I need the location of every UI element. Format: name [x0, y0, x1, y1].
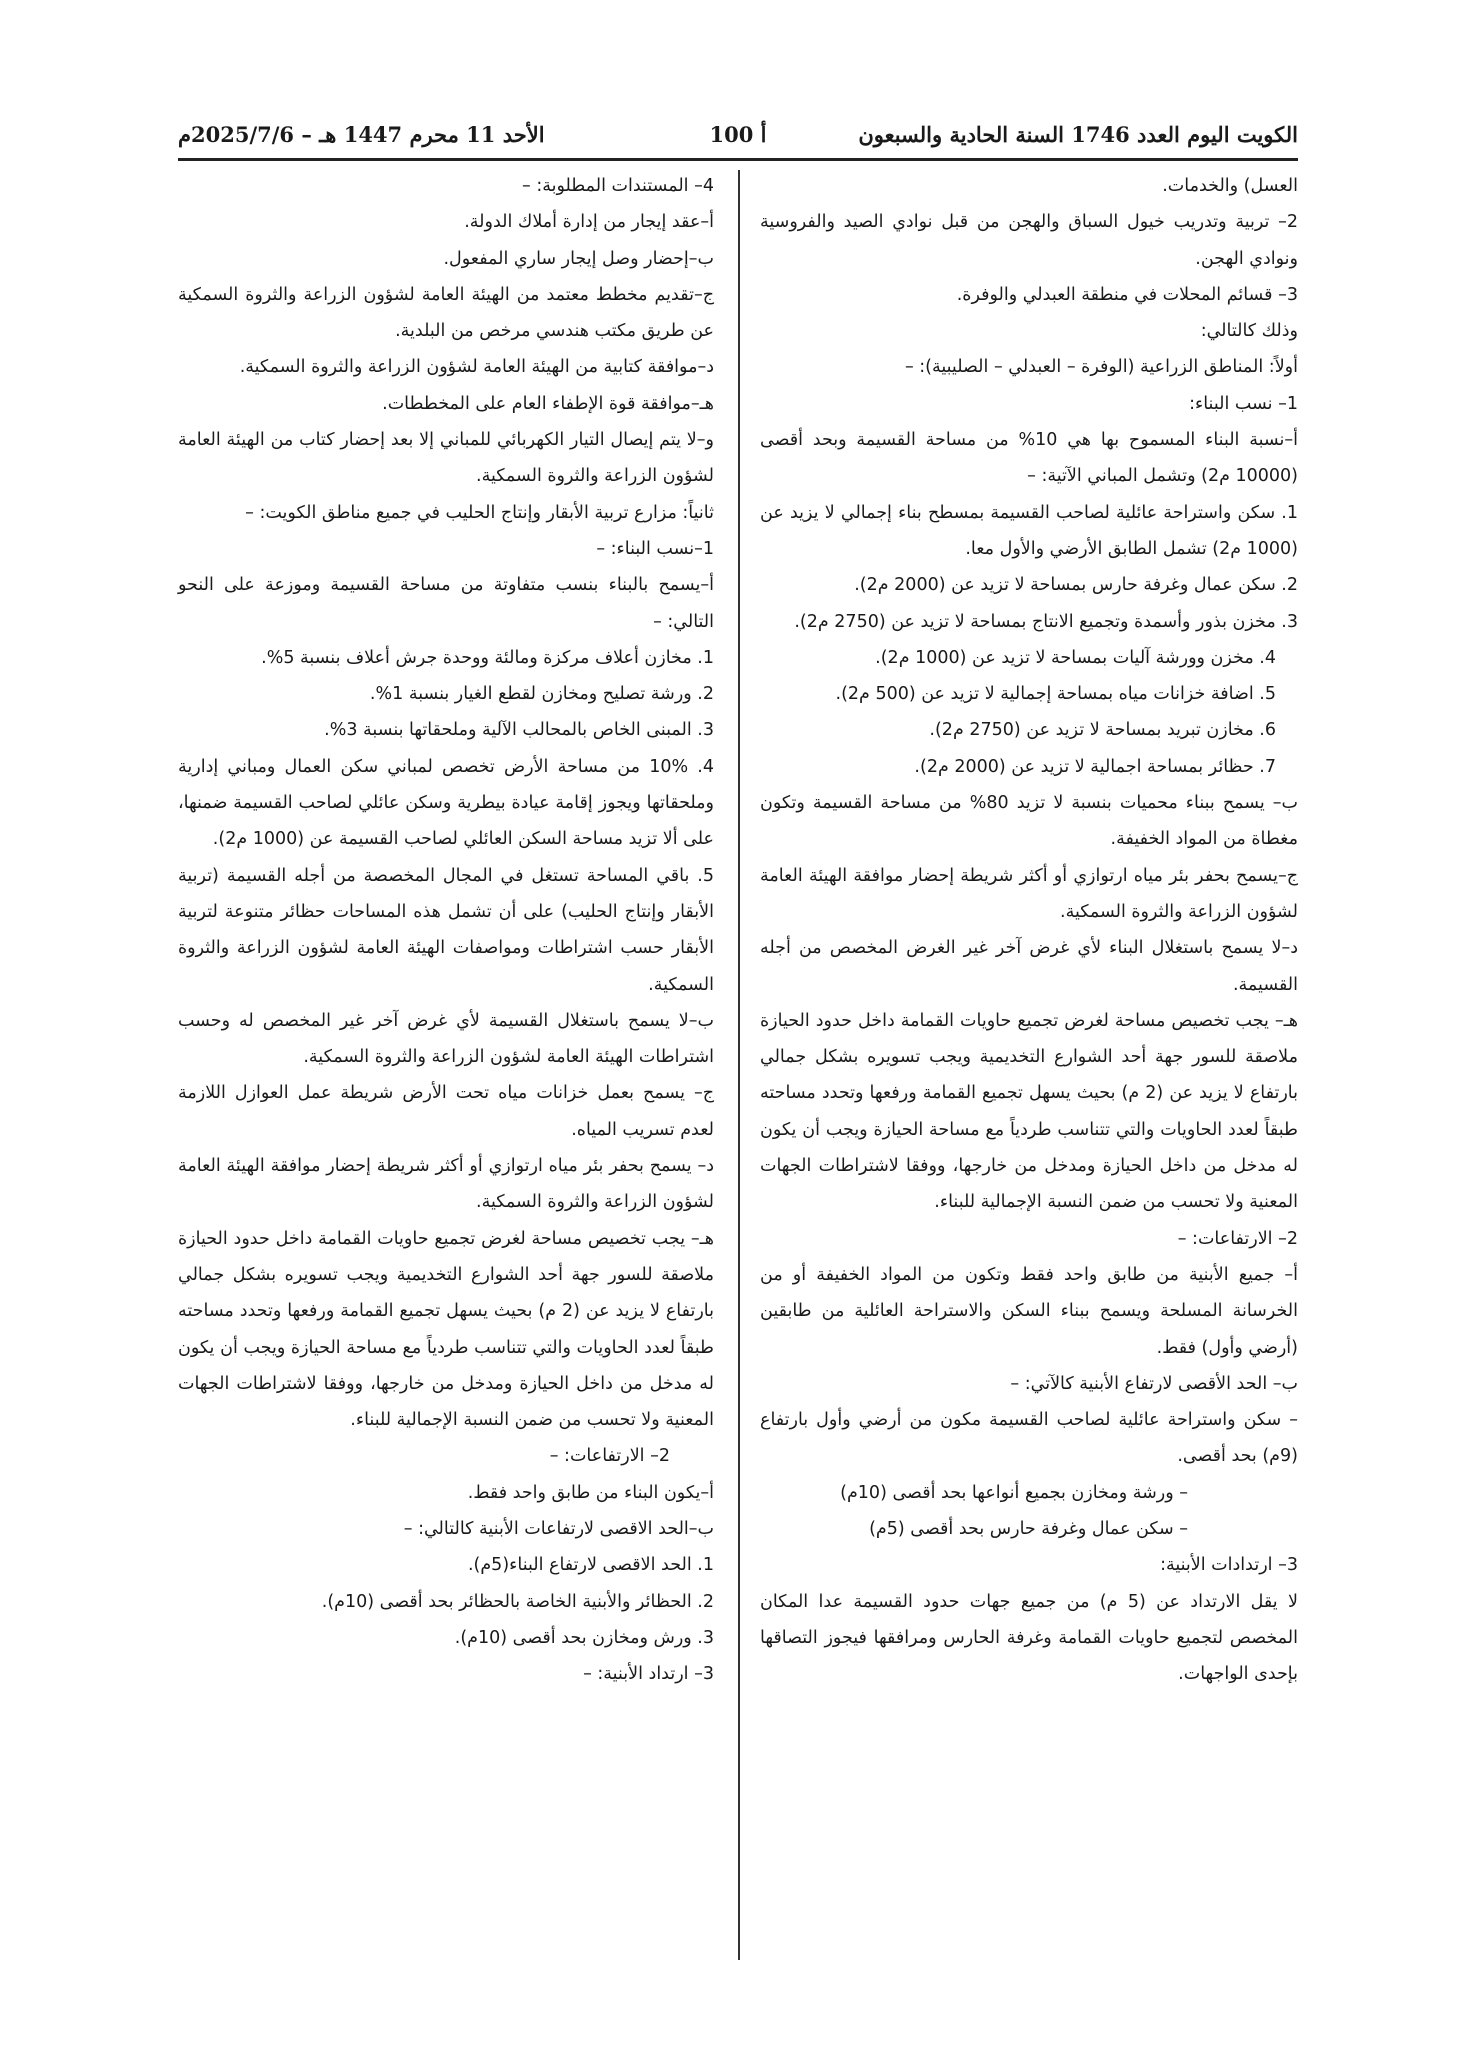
list-item: 1. الحد الاقصى لارتفاع البناء(5م).: [467, 1555, 714, 1576]
subsection-heading: 3– ارتدادات الأبنية:: [1160, 1555, 1298, 1576]
header-issue-info: الكويت اليوم العدد 1746 السنة الحادية والسبعون: [858, 122, 1298, 147]
paragraph: ب–إحضار وصل إيجار ساري المفعول.: [443, 248, 714, 269]
subsection-heading: 2– الارتفاعات: –: [1177, 1228, 1298, 1249]
right-column: [760, 168, 1298, 1692]
subsection-heading: 1– نسب البناء:: [1189, 393, 1298, 414]
header-date: الأحد 11 محرم 1447 هـ – 2025/7/6م: [178, 122, 545, 147]
paragraph: أ–نسبة البناء المسموح بها هي 10% من مساحة القسيمة وبحد أقصى (10000 م2) وتشمل المباني الآتية: –: [760, 430, 1298, 487]
subsection-heading: 2– الارتفاعات: –: [549, 1446, 670, 1467]
paragraph: أ– جميع الأبنية من طابق واحد فقط وتكون من المواد الخفيفة أو من الخرسانة المسلحة ويسمح ببناء السكن والاستراحة العائلية من طابقين (أرضي وأول) فقط.: [760, 1264, 1298, 1358]
subsection-heading: 1–نسب البناء: –: [596, 538, 714, 559]
list-item: 2. ورشة تصليح ومخازن لقطع الغيار بنسبة 1%.: [369, 684, 714, 705]
list-item: 7. حظائر بمساحة اجمالية لا تزيد عن (2000 م2).: [914, 756, 1276, 777]
paragraph: هـ– يجب تخصيص مساحة لغرض تجميع حاويات القمامة داخل حدود الحيازة ملاصقة للسور جهة أحد الشوارع التخديمية ويجب تسويره بشكل جمالي بارتفاع لا يزيد عن (2 م) بحيث يسهل تجميع القمامة ورفعها وتحدد مساحته طبقاً لعدد الحاويات والتي تتناسب طردياً مع مساحة الحيازة ويجب أن يكون له مدخل من داخل الحيازة ومدخل من خارجها، ووفقا لاشتراطات الجهات المعنية ولا تحسب من ضمن النسبة الإجمالية للبناء.: [760, 1010, 1298, 1213]
column-divider: [738, 170, 740, 1960]
list-item: 4. مخزن وورشة آليات بمساحة لا تزيد عن (1000 م2).: [875, 647, 1276, 668]
subsection-heading: 4– المستندات المطلوبة: –: [522, 176, 714, 196]
paragraph: د–لا يسمح باستغلال البناء لأي غرض آخر غير الغرض المخصص من أجله القسيمة.: [760, 938, 1298, 995]
list-item: 2. سكن عمال وغرفة حارس بمساحة لا تزيد عن (2000 م2).: [854, 575, 1298, 596]
paragraph: أ–يسمح بالبناء بنسب متفاوتة من مساحة القسيمة وموزعة على النحو التالي: –: [178, 575, 714, 632]
list-item: 3. مخزن بذور وأسمدة وتجميع الانتاج بمساحة لا تزيد عن (2750 م2).: [794, 611, 1298, 632]
paragraph: ج– يسمح بعمل خزانات مياه تحت الأرض شريطة عمل العوازل اللازمة لعدم تسريب المياه.: [178, 1083, 714, 1140]
list-item: 5. باقي المساحة تستغل في المجال المخصصة من أجله القسيمة (تربية الأبقار وإنتاج الحليب) على أن تشمل هذه المساحات حظائر متنوعة لتربية الأبقار حسب اشتراطات ومواصفات الهيئة العامة لشؤون الزراعة والثروة السمكية.: [178, 865, 714, 995]
paragraph: ج–يسمح بحفر بئر مياه ارتوازي أو أكثر شريطة إحضار موافقة الهيئة العامة لشؤون الزراعة والثروة السمكية.: [760, 865, 1298, 922]
paragraph: 3– قسائم المحلات في منطقة العبدلي والوفرة.: [956, 284, 1298, 305]
header-page-number: أ 100: [709, 122, 767, 147]
paragraph: ب–الحد الاقصى لارتفاعات الأبنية كالتالي: –: [403, 1518, 714, 1539]
header-rule: [178, 158, 1298, 161]
paragraph: و–لا يتم إيصال التيار الكهربائي للمباني إلا بعد إحضار كتاب من الهيئة العامة لشؤون الزراعة والثروة السمكية.: [178, 430, 714, 487]
paragraph: هـ– يجب تخصيص مساحة لغرض تجميع حاويات القمامة داخل حدود الحيازة ملاصقة للسور جهة أحد الشوارع التخديمية ويجب تسويره بشكل جمالي بارتفاع لا يزيد عن (2 م) بحيث يسهل تجميع القمامة ورفعها وتحدد مساحته طبقاً لعدد الحاويات والتي تتناسب طردياً مع مساحة الحيازة ويجب أن يكون له مدخل من داخل الحيازة ومدخل من خارجها، ووفقا لاشتراطات الجهات المعنية ولا تحسب من ضمن النسبة الإجمالية للبناء.: [178, 1228, 715, 1431]
list-item: 6. مخازن تبريد بمساحة لا تزيد عن (2750 م2).: [929, 720, 1276, 741]
section-heading: أولاً: المناطق الزراعية (الوفرة – العبدلي – الصليبية): –: [904, 357, 1298, 378]
left-column: [178, 168, 714, 1692]
list-item: – سكن واستراحة عائلية لصاحب القسيمة مكون من أرضي وأول بارتفاع (9م) بحد أقصى.: [760, 1410, 1298, 1467]
paragraph: ج–تقديم مخطط معتمد من الهيئة العامة لشؤون الزراعة والثروة السمكية عن طريق مكتب هندسي مرخص من البلدية.: [178, 284, 714, 342]
subsection-heading: 3– ارتداد الأبنية: –: [583, 1664, 714, 1685]
list-item: 1. سكن واستراحة عائلية لصاحب القسيمة بمسطح بناء إجمالي لا يزيد عن (1000 م2) تشمل الطابق الأرضي والأول معا.: [760, 502, 1298, 559]
list-item: – سكن عمال وغرفة حارس بحد أقصى (5م): [869, 1518, 1188, 1539]
paragraph: ب– الحد الأقصى لارتفاع الأبنية كالآتي: –: [1010, 1373, 1298, 1394]
list-item: 3. ورش ومخازن بحد أقصى (10م).: [454, 1627, 714, 1648]
paragraph: ب–لا يسمح باستغلال القسيمة لأي غرض آخر غير المخصص له وحسب اشتراطات الهيئة العامة لشؤون الزراعة والثروة السمكية.: [178, 1010, 714, 1068]
paragraph: أ–عقد إيجار من إدارة أملاك الدولة.: [464, 212, 714, 233]
list-item: 1. مخازن أعلاف مركزة ومالئة ووحدة جرش أعلاف بنسبة 5%.: [261, 647, 714, 668]
page-header: [178, 116, 1298, 156]
list-item: – ورشة ومخازن بجميع أنواعها بحد أقصى (10م): [840, 1482, 1188, 1503]
paragraph: 2– تربية وتدريب خيول السباق والهجن من قبل نوادي الصيد والفروسية ونوادي الهجن.: [760, 212, 1298, 269]
list-item: 2. الحظائر والأبنية الخاصة بالحظائر بحد أقصى (10م).: [321, 1591, 714, 1612]
paragraph: العسل) والخدمات.: [1162, 176, 1298, 196]
paragraph: أ–يكون البناء من طابق واحد فقط.: [467, 1482, 714, 1503]
paragraph: لا يقل الارتداد عن (5 م) من جميع جهات حدود القسيمة عدا المكان المخصص لتجميع حاويات القمامة وغرفة الحارس ومرافقها فيجوز التصاقها بإحدى الواجهات.: [760, 1591, 1298, 1685]
paragraph: وذلك كالتالي:: [1200, 321, 1298, 342]
list-item: 5. اضافة خزانات مياه بمساحة إجمالية لا تزيد عن (500 م2).: [835, 684, 1276, 705]
section-heading: ثانياً: مزارع تربية الأبقار وإنتاج الحليب في جميع مناطق الكويت: –: [245, 502, 714, 523]
paragraph: د– يسمح بحفر بئر مياه ارتوازي أو أكثر شريطة إحضار موافقة الهيئة العامة لشؤون الزراعة والثروة السمكية.: [178, 1156, 714, 1213]
paragraph: د–موافقة كتابية من الهيئة العامة لشؤون الزراعة والثروة السمكية.: [239, 357, 714, 378]
paragraph: هـ–موافقة قوة الإطفاء العام على المخططات.: [382, 393, 714, 414]
list-item: 4. 10% من مساحة الأرض تخصص لمباني سكن العمال ومباني إدارية وملحقاتها ويجوز إقامة عيادة بيطرية وسكن عائلي لصاحب القسيمة ضمنها، على ألا تزيد مساحة السكن العائلي لصاحب القسيمة عن (1000 م2).: [178, 756, 714, 850]
list-item: 3. المبنى الخاص بالمحالب الآلية وملحقاتها بنسبة 3%.: [324, 720, 714, 741]
paragraph: ب– يسمح ببناء محميات بنسبة لا تزيد 80% من مساحة القسيمة وتكون مغطاة من المواد الخفيفة.: [760, 793, 1298, 850]
